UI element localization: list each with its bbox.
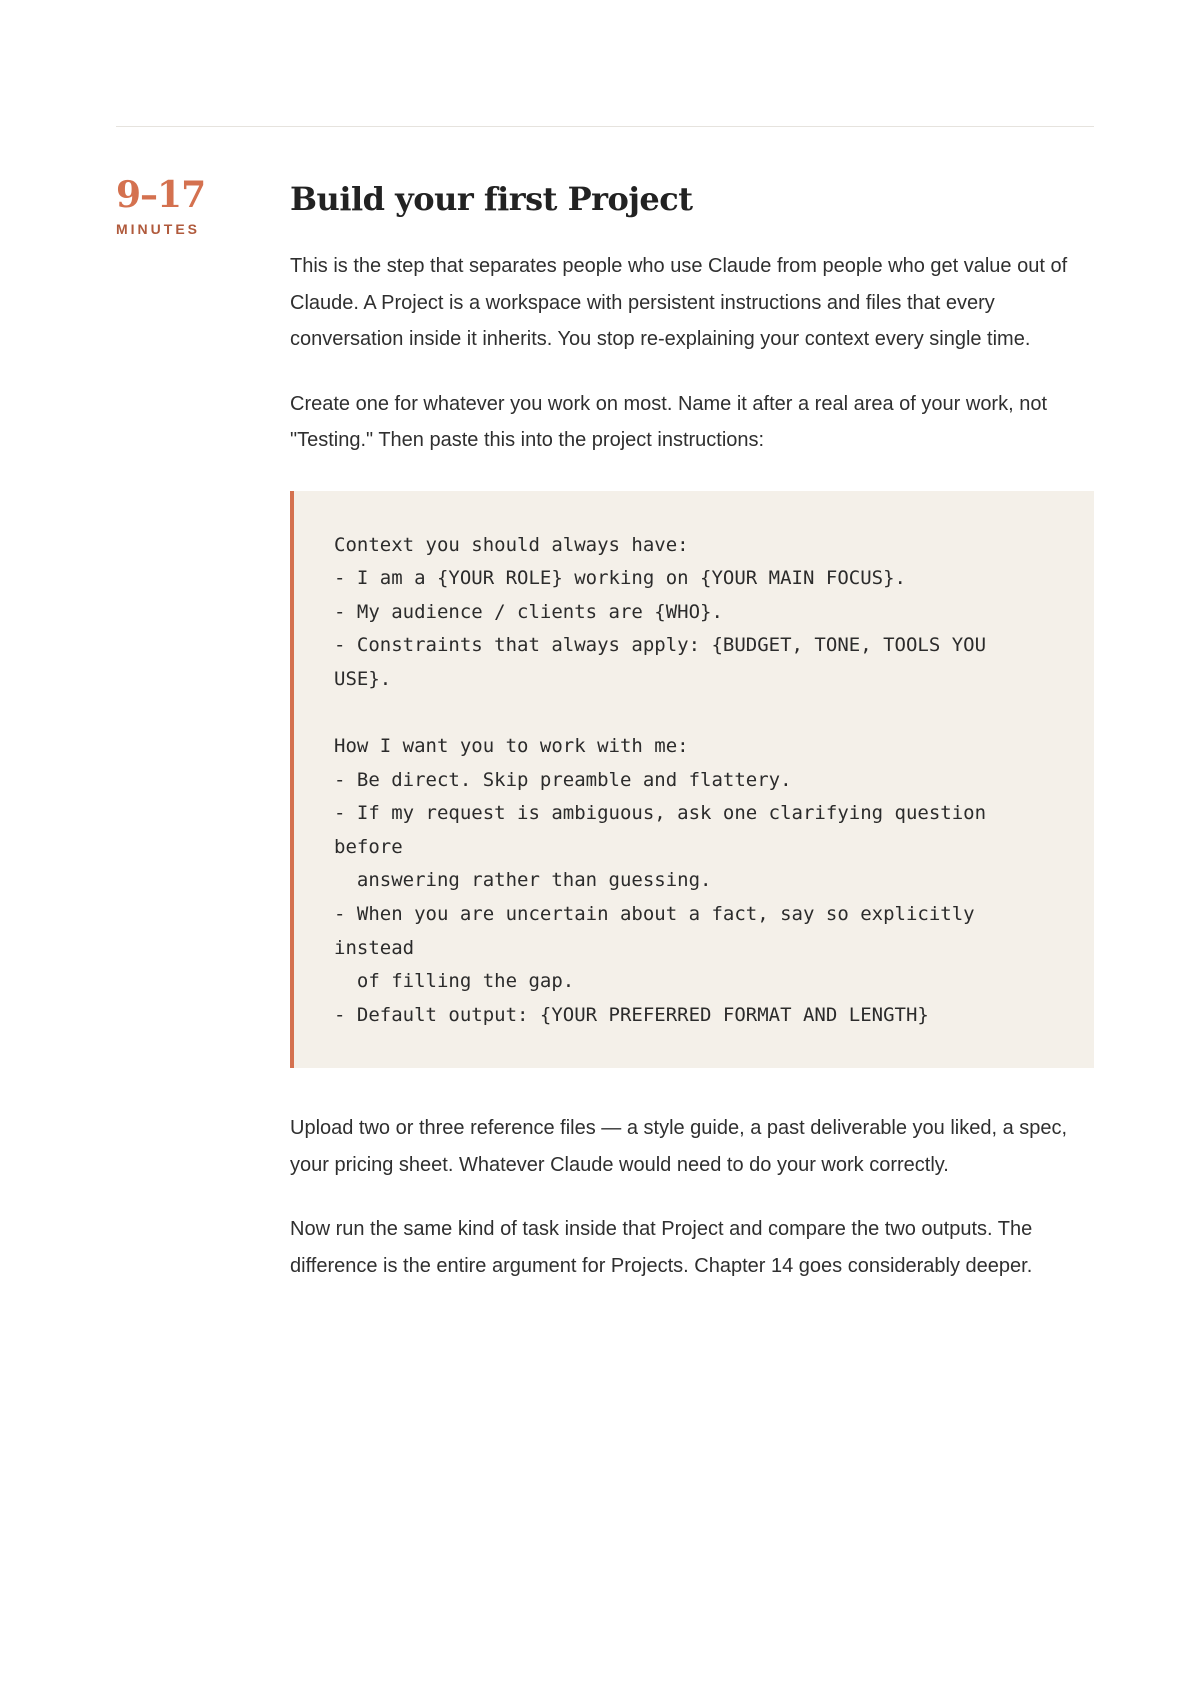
upload-paragraph: Upload two or three reference files — a style guide, a past deliverable you liked, a spec, your pricing sheet. Whatever Claude would need to do your work correctly. [290,1117,1068,1176]
instruction-paragraph: Create one for whatever you work on most. Name it after a real area of your work, not "Testing." Then paste this into the project instructions: [290,392,1048,451]
top-divider [116,126,1094,127]
section-title: Build your first Project [290,180,693,218]
section-content [290,178,1094,1312]
duration-unit: MINUTES [116,221,200,237]
code-block-text[interactable]: Context you should always have: - I am a {YOUR ROLE} working on {YOUR MAIN FOCUS}. - My audience / clients are {WHO}. - Constraints that always apply: {BUDGET, TONE, TOOLS YOU USE}. How I want you to work with me: - Be direct. Skip preamble and flattery. - If my request is ambiguous, ask one clarifying question before answering rather than guessing. - When you are uncertain about a fact, say so explicitly instead of filling the gap. - Default output: {YOUR PREFERRED FORMAT AND LENGTH} [334,533,987,1026]
compare-paragraph: Now run the same kind of task inside that Project and compare the two outputs. The difference is the entire argument for Projects. Chapter 14 goes considerably deeper. [290,1218,1033,1277]
duration-range: 9–17 [116,174,206,216]
intro-paragraph: This is the step that separates people who use Claude from people who get value out of Claude. A Project is a workspace with persistent instructions and files that every conversation inside it inherits. You stop re-explaining your context every single time. [290,255,1068,350]
duration-label [116,175,266,237]
code-block [290,491,1094,1069]
